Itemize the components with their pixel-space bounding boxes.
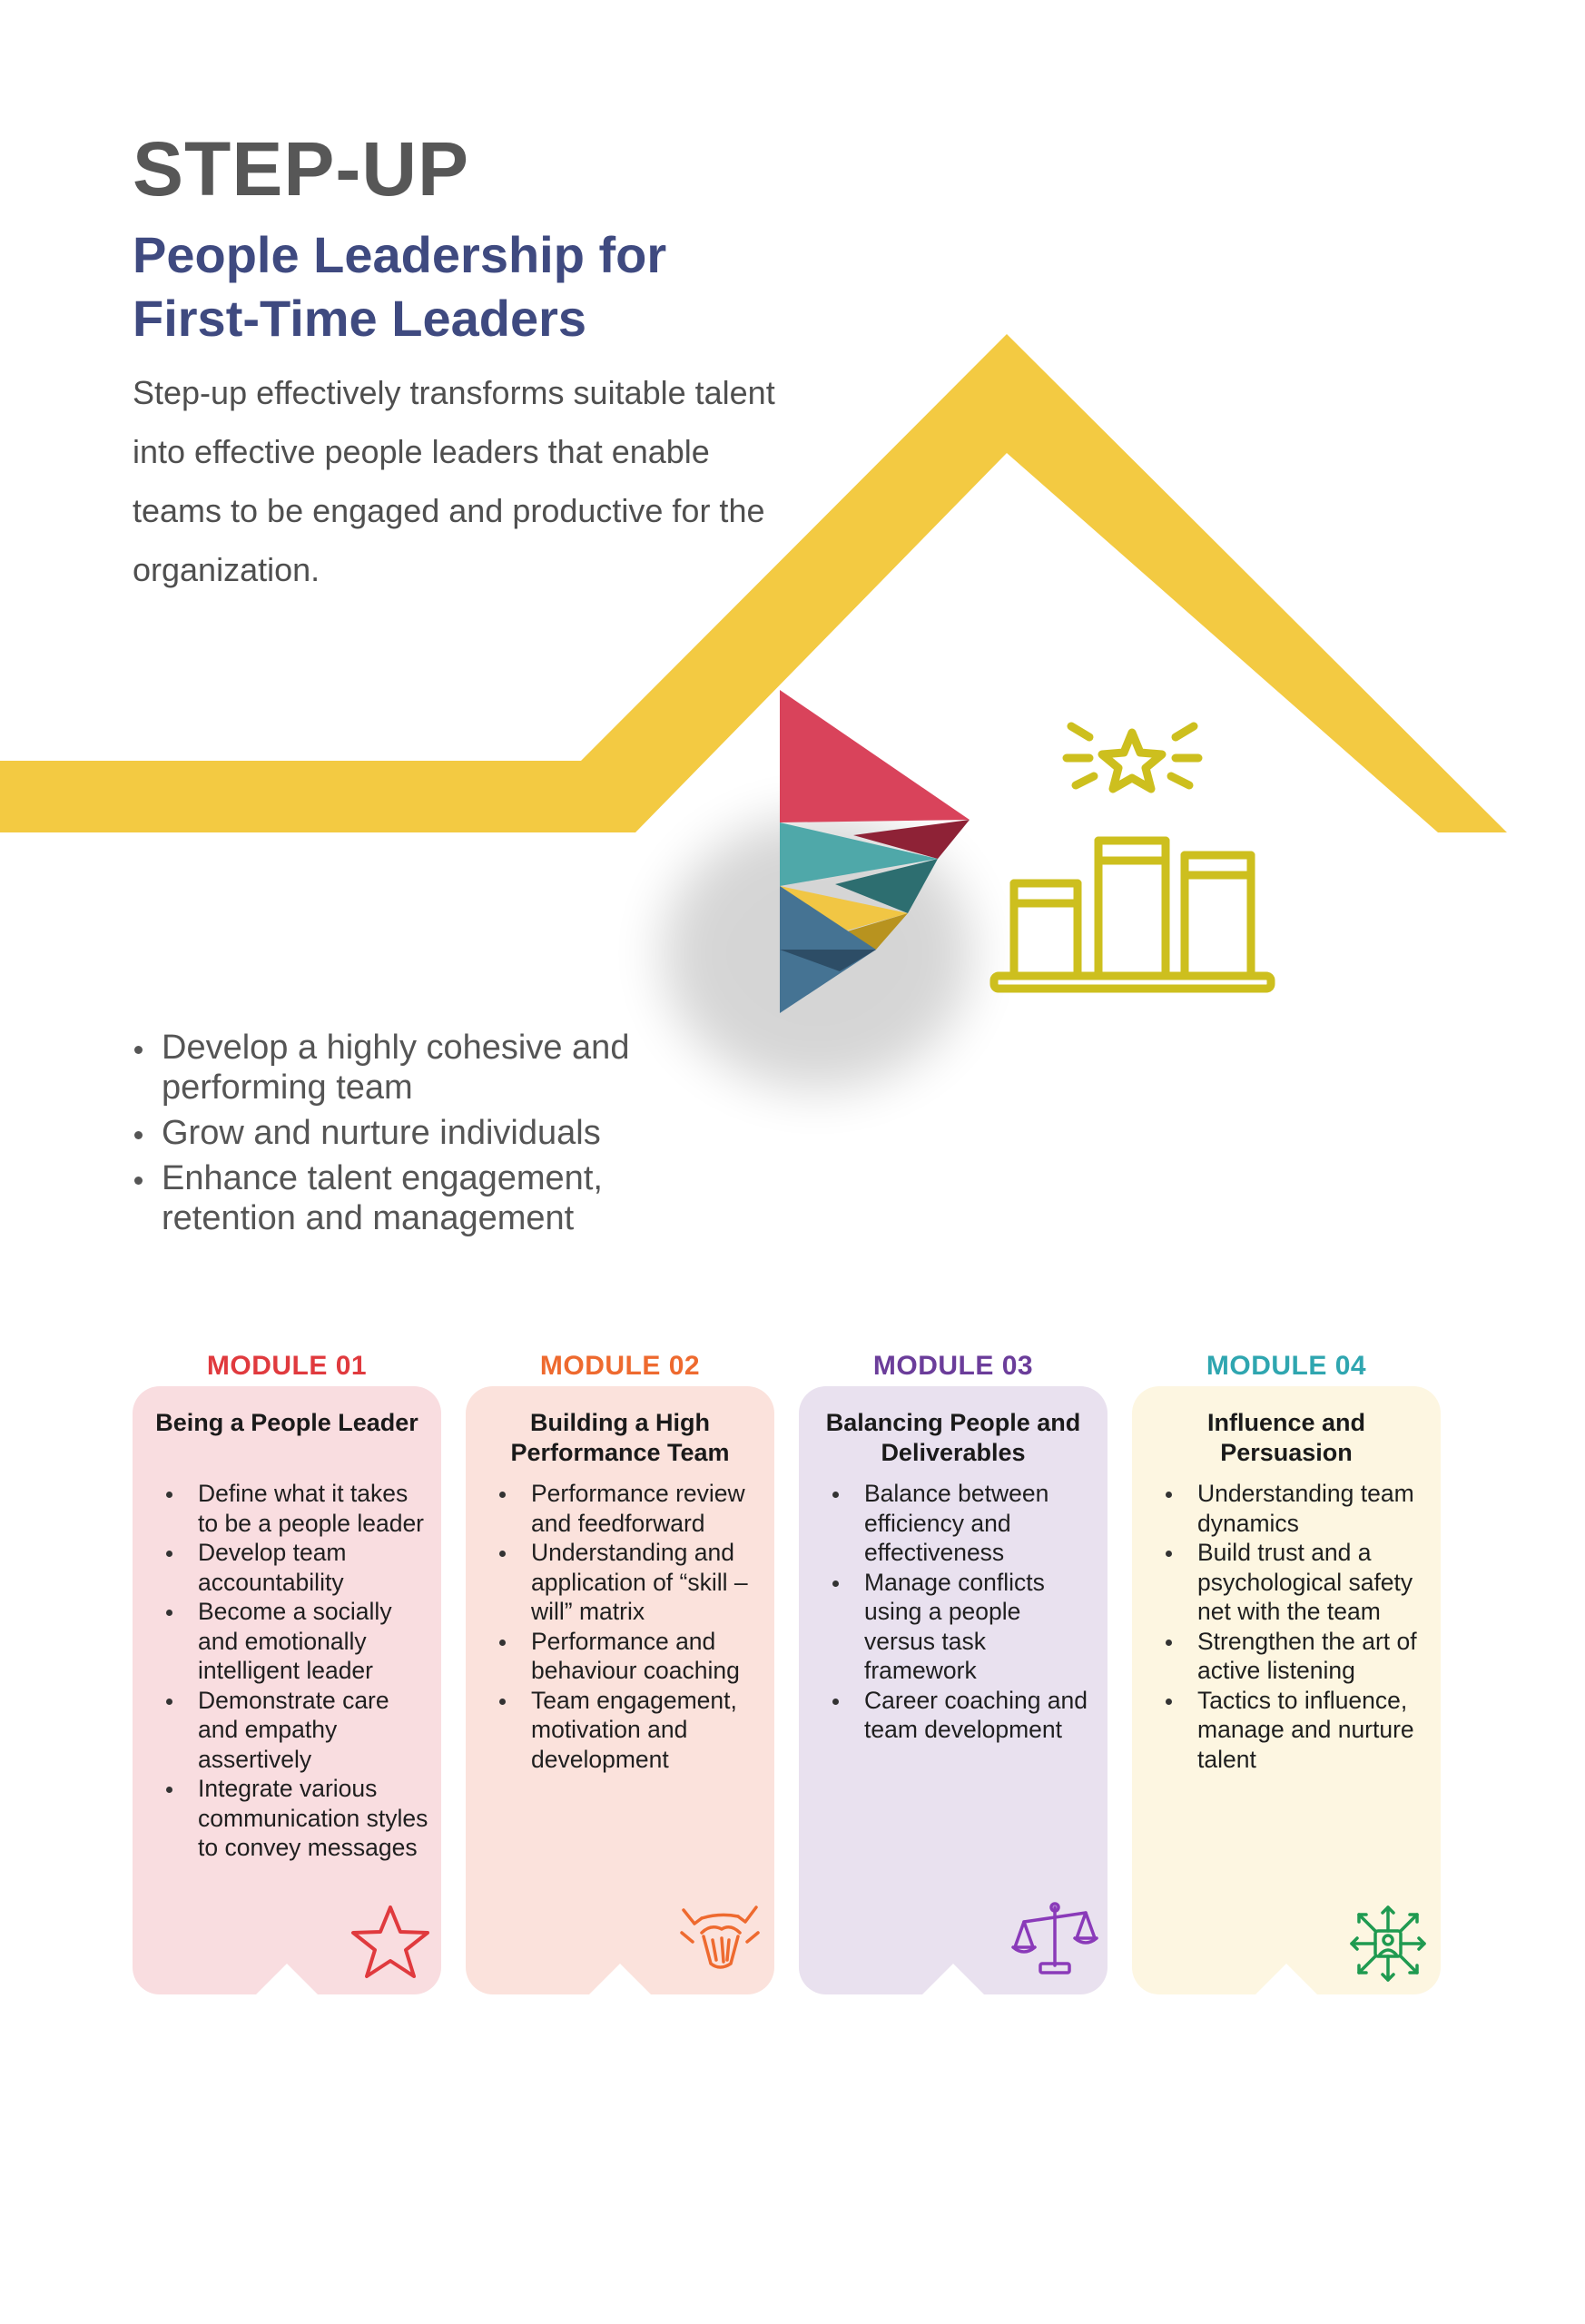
list-item: Performance and behaviour coaching bbox=[498, 1627, 762, 1686]
module-02-card bbox=[466, 1386, 774, 1994]
list-item: Build trust and a psychological safety net with the team bbox=[1165, 1538, 1428, 1627]
module-01-label: MODULE 01 bbox=[206, 1351, 368, 1381]
card-notch bbox=[1255, 1964, 1317, 1994]
page-subtitle: People Leadership for First-Time Leaders bbox=[133, 226, 667, 347]
network-person-icon bbox=[1346, 1902, 1430, 1985]
module-01-list bbox=[165, 1479, 428, 1863]
page-title: STEP-UP bbox=[133, 126, 470, 212]
module-03-title: Balancing People and Deliverables bbox=[825, 1409, 1081, 1466]
benefit-item: Enhance talent engagement, retention and management bbox=[133, 1158, 695, 1238]
module-02-label: MODULE 02 bbox=[539, 1351, 701, 1381]
list-item: Team engagement, motivation and development bbox=[498, 1686, 762, 1775]
balance-scale-icon bbox=[1009, 1900, 1100, 1976]
benefit-item: Develop a highly cohesive and performing team bbox=[133, 1028, 695, 1108]
list-item: Develop team accountability bbox=[165, 1538, 428, 1597]
benefits-list bbox=[133, 1028, 695, 1244]
list-item: Career coaching and team development bbox=[832, 1686, 1095, 1745]
list-item: Understanding team dynamics bbox=[1165, 1479, 1428, 1538]
list-item: Strengthen the art of active listening bbox=[1165, 1627, 1428, 1686]
module-01-card bbox=[133, 1386, 441, 1994]
list-item: Balance between efficiency and effectiveness bbox=[832, 1479, 1095, 1568]
module-04-title: Influence and Persuasion bbox=[1206, 1409, 1366, 1466]
module-03-list bbox=[832, 1479, 1095, 1745]
benefit-item: Grow and nurture individuals bbox=[133, 1113, 695, 1153]
module-04-card bbox=[1132, 1386, 1441, 1994]
star-icon bbox=[349, 1904, 432, 1980]
card-notch bbox=[922, 1964, 984, 1994]
module-04-label: MODULE 04 bbox=[1206, 1351, 1367, 1381]
list-item: Integrate various communication styles to convey messages bbox=[165, 1774, 428, 1863]
teamwork-hands-icon bbox=[674, 1896, 765, 1978]
module-03-card bbox=[799, 1386, 1108, 1994]
module-04-list bbox=[1165, 1479, 1428, 1774]
list-item: Define what it takes to be a people leader bbox=[165, 1479, 428, 1538]
list-item: Tactics to influence, manage and nurture talent bbox=[1165, 1686, 1428, 1775]
list-item: Demonstrate care and empathy assertively bbox=[165, 1686, 428, 1775]
card-notch bbox=[256, 1964, 318, 1994]
card-notch bbox=[589, 1964, 651, 1994]
module-03-label: MODULE 03 bbox=[872, 1351, 1034, 1381]
module-01-title: Being a People Leader bbox=[155, 1409, 418, 1436]
list-item: Performance review and feedforward bbox=[498, 1479, 762, 1538]
intro-paragraph: Step-up effectively transforms suitable talent into effective people leaders that enable teams to be engaged and productive for the organization. bbox=[133, 374, 775, 588]
module-02-title: Building a High Performance Team bbox=[510, 1409, 730, 1466]
list-item: Understanding and application of “skill – will” matrix bbox=[498, 1538, 762, 1627]
list-item: Become a socially and emotionally intelligent leader bbox=[165, 1597, 428, 1686]
module-02-list bbox=[498, 1479, 762, 1774]
list-item: Manage conflicts using a people versus task framework bbox=[832, 1568, 1095, 1686]
